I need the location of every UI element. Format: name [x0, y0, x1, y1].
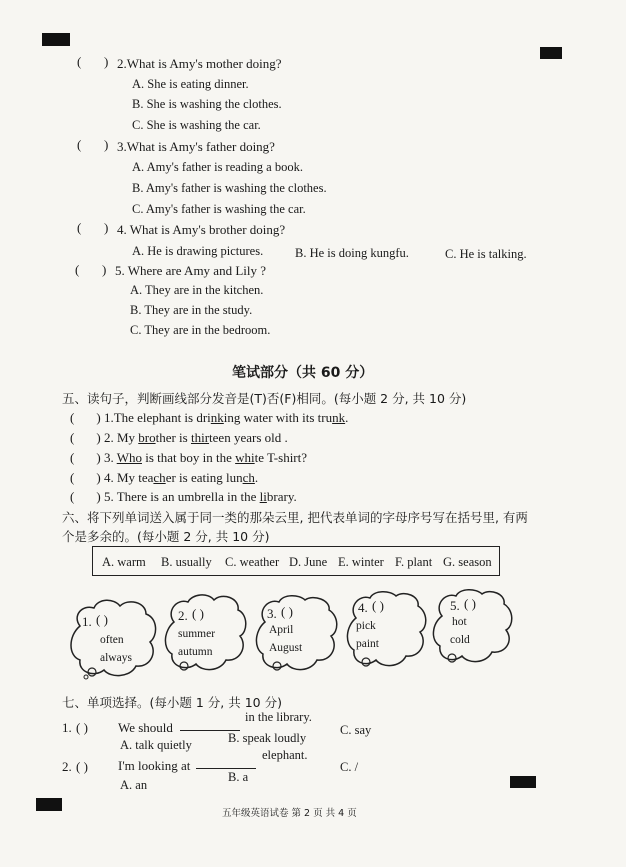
- word-bank-item: A. warm: [102, 555, 146, 569]
- answer-paren-close: ): [104, 137, 109, 152]
- option-a: A. They are in the kitchen.: [130, 283, 264, 297]
- option-a: A. talk quietly: [120, 738, 192, 752]
- underlined-sound: li: [259, 489, 267, 504]
- option-c: C. say: [340, 723, 372, 737]
- option-a: A. He is drawing pictures.: [132, 244, 264, 258]
- word-bank-item: F. plant: [395, 555, 433, 569]
- option-a: A. Amy's father is reading a book.: [132, 160, 303, 174]
- answer-paren-close: ): [96, 470, 101, 485]
- corner-mark-top-right: [540, 47, 562, 59]
- answer-paren-close: ): [104, 54, 109, 69]
- option-c: C. She is washing the car.: [132, 118, 261, 132]
- answer-blank[interactable]: [196, 756, 256, 769]
- s5-row-1: ( ) 1.The elephant is drinking water with its trunk.: [70, 410, 349, 425]
- cloud-answer-paren[interactable]: ( ): [464, 596, 476, 611]
- word-bank-item: D. June: [289, 555, 328, 569]
- underlined-sound: bro: [138, 430, 156, 445]
- cloud-2: 2. ( ) summer autumn: [162, 592, 248, 674]
- answer-paren-close: ): [96, 430, 101, 445]
- answer-paren[interactable]: ( ): [76, 759, 88, 774]
- option-b: B. They are in the study.: [130, 303, 253, 317]
- answer-paren-open[interactable]: (: [70, 489, 75, 504]
- option-b: B. She is washing the clothes.: [132, 97, 282, 111]
- question-text: 3.What is Amy's father doing?: [117, 139, 275, 154]
- corner-mark-bottom-right: [510, 776, 536, 788]
- answer-paren[interactable]: ( ): [76, 720, 88, 735]
- cloud-5: 5. ( ) hot cold: [430, 588, 514, 666]
- cloud-4: 4. ( ) pick paint: [344, 590, 428, 670]
- section5-title: 五、读句子，判断画线部分发音是(T)否(F)相同。(每小题 2 分, 共 10 分): [62, 391, 467, 406]
- corner-mark-bottom-left: [36, 798, 62, 811]
- option-c: C. /: [340, 760, 359, 774]
- word-bank-item: G. season: [443, 555, 492, 569]
- word-bank-box: [92, 546, 500, 576]
- answer-paren-open[interactable]: (: [75, 262, 80, 277]
- option-c: C. They are in the bedroom.: [130, 323, 271, 337]
- page-footer: 五年级英语试卷 第 2 页 共 4 页: [222, 808, 357, 819]
- answer-paren-open[interactable]: (: [70, 430, 75, 445]
- cloud-shape-icon: [253, 594, 339, 674]
- answer-paren-close: ): [102, 262, 107, 277]
- written-section-title: 笔试部分（共 60 分）: [232, 365, 374, 381]
- option-b: B. a: [228, 770, 249, 784]
- s5-row-3: ( ) 3. Who is that boy in the white T-shirt?: [70, 450, 308, 465]
- option-c: C. Amy's father is washing the car.: [132, 202, 306, 216]
- cloud-answer-paren[interactable]: ( ): [96, 612, 108, 627]
- section7-title: 七、单项选择。(每小题 1 分, 共 10 分): [62, 695, 282, 710]
- answer-paren-close: ): [96, 489, 101, 504]
- word-bank-item: C. weather: [225, 555, 280, 569]
- option-c: C. He is talking.: [445, 247, 527, 261]
- cloud-1: 1. ( ) often always: [66, 596, 158, 680]
- word-bank-item: B. usually: [161, 555, 212, 569]
- answer-paren-open[interactable]: (: [70, 450, 75, 465]
- underlined-sound: nk: [210, 410, 224, 425]
- answer-paren-open[interactable]: (: [70, 410, 75, 425]
- answer-paren-open[interactable]: (: [70, 470, 75, 485]
- question-text: 4. What is Amy's brother doing?: [117, 222, 286, 237]
- word-bank-item: E. winter: [338, 555, 384, 569]
- cloud-answer-paren[interactable]: ( ): [372, 598, 384, 613]
- option-b: B. Amy's father is washing the clothes.: [132, 181, 327, 195]
- cloud-answer-paren[interactable]: ( ): [192, 606, 204, 621]
- section6-title-line2: 个是多余的。(每小题 2 分, 共 10 分): [62, 529, 270, 544]
- underlined-sound: nk: [332, 410, 346, 425]
- option-a: A. an: [120, 778, 148, 792]
- option-b: B. speak loudly: [228, 731, 307, 745]
- answer-paren-close: ): [96, 450, 101, 465]
- underlined-sound: whi: [235, 450, 255, 465]
- answer-paren-open[interactable]: (: [77, 220, 82, 235]
- answer-paren-close: ): [104, 220, 109, 235]
- answer-paren-open[interactable]: (: [77, 137, 82, 152]
- option-b: B. He is doing kungfu.: [295, 246, 409, 260]
- question-text: 2.What is Amy's mother doing?: [117, 56, 282, 71]
- underlined-sound: ch: [153, 470, 166, 485]
- s5-row-2: ( ) 2. My brother is thirteen years old .: [70, 430, 288, 445]
- cloud-answer-paren[interactable]: ( ): [281, 604, 293, 619]
- option-a: A. She is eating dinner.: [132, 77, 249, 91]
- answer-paren-close: ): [96, 410, 101, 425]
- s5-row-4: ( ) 4. My teacher is eating lunch.: [70, 470, 259, 485]
- corner-mark-top-left: [42, 33, 70, 46]
- s5-row-5: ( ) 5. There is an umbrella in the library.: [70, 489, 297, 504]
- section6-title-line1: 六、将下列单词送入属于同一类的那朵云里, 把代表单词的字母序号写在括号里, 有两: [62, 510, 528, 525]
- answer-paren-open[interactable]: (: [77, 54, 82, 69]
- underlined-sound: ch: [242, 470, 255, 485]
- underlined-sound: Who: [116, 450, 142, 465]
- question-text: 5. Where are Amy and Lily ?: [115, 263, 267, 278]
- answer-blank[interactable]: [180, 718, 240, 731]
- underlined-sound: thir: [190, 430, 210, 445]
- cloud-3: 3. ( ) April August: [253, 594, 339, 674]
